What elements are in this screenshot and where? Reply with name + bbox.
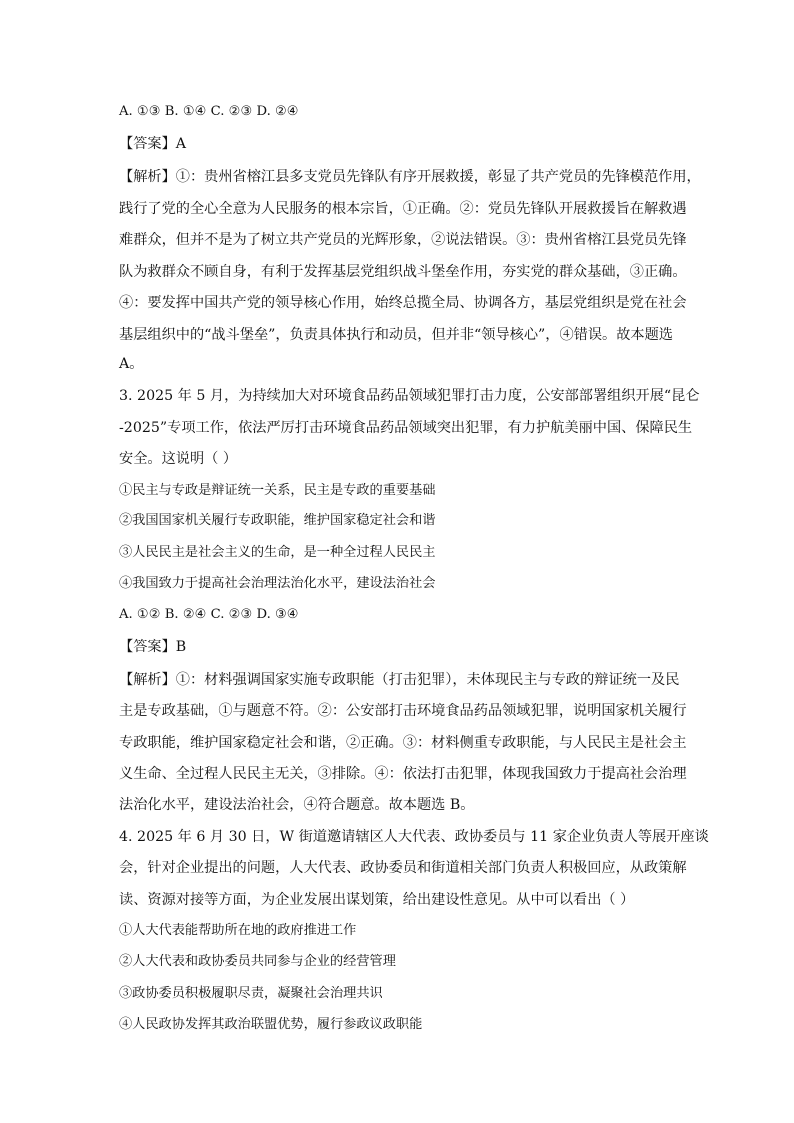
stem-line: 4. 2025 年 6 月 30 日，W 街道邀请辖区人大代表、政协委员与 11 家企业负责人等展开座谈	[119, 829, 709, 845]
analysis-line: A。	[119, 356, 144, 372]
analysis-line: 【解析】①：材料强调国家实施专政职能（打击犯罪），未体现民主与专政的辩证统一及民	[119, 672, 680, 688]
choice-item: ③人民民主是社会主义的生命，是一种全过程人民民主	[119, 545, 436, 560]
stem-line: -2025”专项工作，依法严厉打击环境食品药品领域突出犯罪，有力护航美丽中国、保障民生	[119, 420, 693, 436]
choice-item: ③政协委员积极履职尽责，凝聚社会治理共识	[119, 986, 383, 1001]
analysis-line: 主是专政基础，①与题意不符。②：公安部打击环境食品药品领域犯罪，说明国家机关履行	[119, 703, 687, 719]
analysis-line: 法治化水平，建设法治社会，④符合题意。故本题选 B。	[119, 797, 475, 813]
choice-item: ④人民政协发挥其政治联盟优势，履行参政议政职能	[119, 1017, 423, 1032]
choice-item: ①人大代表能帮助所在地的政府推进工作	[119, 923, 357, 938]
stem-line: 3. 2025 年 5 月，为持续加大对环境食品药品领域犯罪打击力度，公安部部署组织开展“昆仑	[119, 388, 700, 404]
choice-item: ①民主与专政是辩证统一关系，民主是专政的重要基础	[119, 483, 436, 498]
q3-options: A. ①② B. ②④ C. ②③ D. ③④	[119, 607, 299, 622]
q3-answer: 【答案】B	[119, 639, 187, 655]
analysis-line: 义生命、全过程人民民主无关，③排除。④：依法打击犯罪，体现我国致力于提高社会治理	[119, 766, 687, 782]
analysis-line: 基层组织中的“战斗堡垒”，负责具体执行和动员，但并非“领导核心”，④错误。故本题选	[119, 327, 673, 343]
stem-line: 安全。这说明（ ）	[119, 451, 238, 467]
analysis-line: 难群众，但并不是为了树立共产党员的光辉形象，②说法错误。③：贵州省榕江县党员先锋	[119, 232, 687, 248]
stem-line: 读、资源对接等方面，为企业发展出谋划策，给出建设性意见。从中可以看出（ ）	[119, 892, 635, 908]
choice-item: ②人大代表和政协委员共同参与企业的经营管理	[119, 954, 396, 969]
q2-answer: 【答案】A	[119, 136, 186, 152]
analysis-line: 专政职能，维护国家稳定社会和谐，②正确。③：材料侧重专政职能，与人民民主是社会主	[119, 735, 687, 751]
analysis-line: 队为救群众不顾自身，有利于发挥基层党组织战斗堡垒作用，夯实党的群众基础，③正确。	[119, 264, 687, 280]
stem-line: 会，针对企业提出的问题，人大代表、政协委员和街道相关部门负责人积极回应，从政策解	[119, 860, 687, 876]
choice-item: ④我国致力于提高社会治理法治化水平，建设法治社会	[119, 576, 436, 591]
q2-options: A. ①③ B. ①④ C. ②③ D. ②④	[119, 104, 299, 119]
analysis-line: ④：要发挥中国共产党的领导核心作用，始终总揽全局、协调各方，基层党组织是党在社会	[119, 295, 687, 311]
analysis-line: 【解析】①：贵州省榕江县多支党员先锋队有序开展救援，彰显了共产党员的先锋模范作用，	[119, 169, 701, 185]
analysis-line: 践行了党的全心全意为人民服务的根本宗旨，①正确。②：党员先锋队开展救援旨在解救遇	[119, 201, 687, 217]
choice-item: ②我国国家机关履行专政职能，维护国家稳定社会和谐	[119, 513, 436, 528]
